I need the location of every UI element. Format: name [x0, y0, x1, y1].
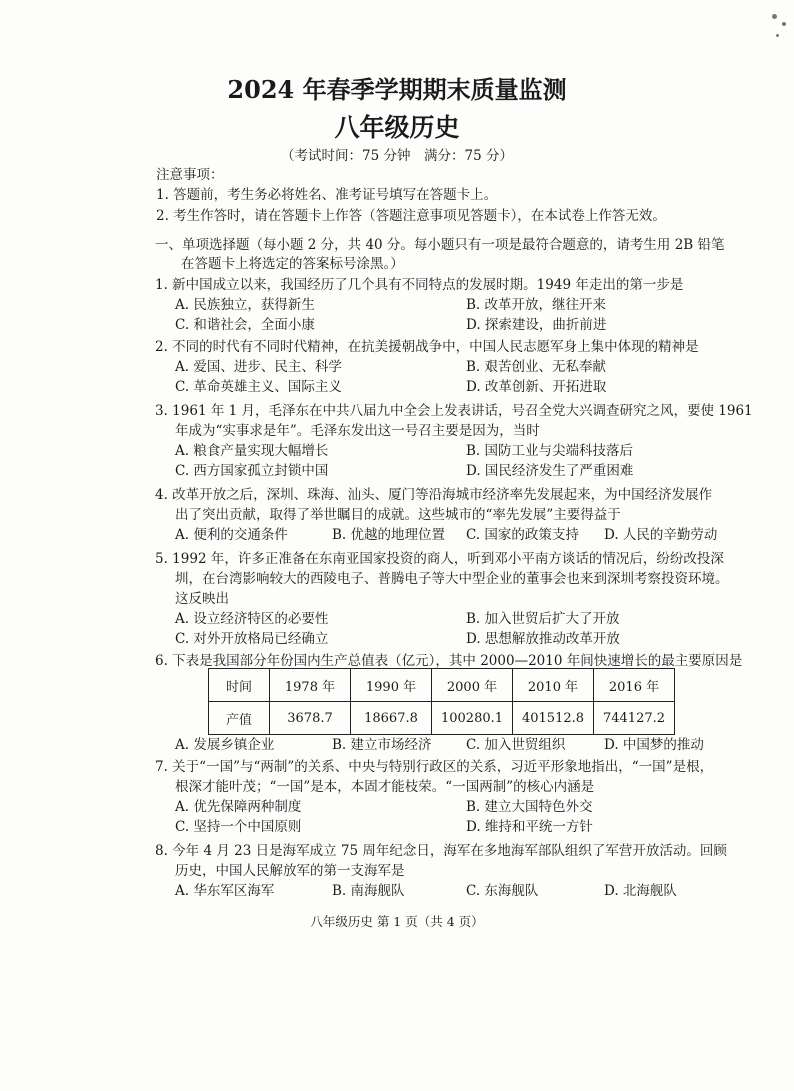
- question-stem: 6. 下表是我国部分年份国内生产总值表（亿元），其中 2000—2010 年间快速增长的最主要原因是: [155, 653, 743, 669]
- option: D. 改革创新、开拓进取: [466, 379, 607, 395]
- note-item: 1. 答题前，考生务必将姓名、准考证号填写在答题卡上。: [156, 187, 498, 203]
- option: D. 国民经济发生了严重困难: [466, 463, 634, 479]
- option: A. 优先保障两种制度: [175, 799, 302, 815]
- table-cell: 401512.8: [513, 702, 594, 735]
- option: C. 加入世贸组织: [466, 737, 566, 753]
- option: C. 和谐社会，全面小康: [175, 317, 315, 333]
- option: D. 人民的辛勤劳动: [604, 527, 718, 543]
- question-stem-cont: 年成为“实事求是年”。毛泽东发出这一号召主要是因为，当时: [175, 423, 540, 439]
- notes-heading: 注意事项：: [156, 167, 224, 183]
- scan-speck: [772, 14, 777, 19]
- option: D. 中国梦的推动: [604, 737, 704, 753]
- question-stem: 4. 改革开放之后，深圳、珠海、汕头、厦门等沿海城市经济率先发展起来，为中国经济发展作: [155, 487, 713, 503]
- table-cell: 产值: [209, 702, 270, 735]
- question-stem-cont: 出了突出贡献，取得了举世瞩目的成就。这些城市的“率先发展”主要得益于: [175, 507, 621, 523]
- option: C. 对外开放格局已经确立: [175, 631, 329, 647]
- table-row: [209, 702, 675, 735]
- section-heading: 一、单项选择题（每小题 2 分，共 40 分。每小题只有一项是最符合题意的，请考生用 2B 铅笔: [155, 237, 725, 253]
- table-cell: 时间: [209, 669, 270, 702]
- question-stem: 8. 今年 4 月 23 日是海军成立 75 周年纪念日，海军在多地海军部队组织了军营开放活动。回顾: [155, 843, 727, 859]
- question-stem: 2. 不同的时代有不同时代精神，在抗美援朝战争中，中国人民志愿军身上集中体现的精神是: [155, 339, 699, 355]
- option: B. 南海舰队: [332, 883, 405, 899]
- option: D. 思想解放推动改革开放: [466, 631, 620, 647]
- option: A. 便利的交通条件: [175, 527, 288, 543]
- question-stem-cont: 根深才能叶茂；“一国”是本，本固才能枝荣。“一国两制”的核心内涵是: [175, 779, 595, 795]
- question-stem: 7. 关于“一国”与“两制”的关系、中央与特别行政区的关系，习近平形象地指出，“一国”是根，: [155, 759, 714, 775]
- option: C. 西方国家孤立封锁中国: [175, 463, 329, 479]
- option: A. 发展乡镇企业: [175, 737, 275, 753]
- table-cell: 100280.1: [432, 702, 513, 735]
- option: B. 艰苦创业、无私奉献: [466, 359, 607, 375]
- option: C. 革命英雄主义、国际主义: [175, 379, 342, 395]
- scan-speck: [776, 34, 779, 37]
- option: A. 爱国、进步、民主、科学: [175, 359, 342, 375]
- option: B. 加入世贸后扩大了开放: [466, 611, 620, 627]
- option: B. 国防工业与尖端科技落后: [466, 443, 634, 459]
- exam-title: 2024 年春季学期期末质量监测: [227, 75, 567, 104]
- option: A. 民族独立，获得新生: [175, 297, 315, 313]
- table-cell: 18667.8: [351, 702, 432, 735]
- option: D. 探索建设，曲折前进: [466, 317, 607, 333]
- option: D. 维持和平统一方针: [466, 819, 593, 835]
- question-stem: 3. 1961 年 1 月，毛泽东在中共八届九中全会上发表讲话，号召全党大兴调查研究之风，要使 1961: [155, 403, 753, 419]
- table-cell: 2000 年: [432, 669, 513, 702]
- option: B. 优越的地理位置: [332, 527, 446, 543]
- option: D. 北海舰队: [604, 883, 677, 899]
- table-cell: 744127.2: [594, 702, 675, 735]
- note-item: 2. 考生作答时，请在答题卡上作答（答题注意事项见答题卡），在本试卷上作答无效。: [156, 208, 666, 224]
- question-stem: 1. 新中国成立以来，我国经历了几个具有不同特点的发展时期。1949 年走出的第一步是: [155, 277, 684, 293]
- table-cell: 1990 年: [351, 669, 432, 702]
- question-stem-cont: 圳，在台湾影响较大的西陵电子、普腾电子等大中型企业的董事会也来到深圳考察投资环境。: [175, 571, 729, 587]
- scan-speck: [782, 22, 786, 26]
- option: A. 设立经济特区的必要性: [175, 611, 329, 627]
- option: B. 改革开放，继往开来: [466, 297, 607, 313]
- exam-info: （考试时间：75 分钟 满分：75 分）: [281, 148, 513, 164]
- exam-subject: 八年级历史: [334, 113, 460, 142]
- table-cell: 1978 年: [270, 669, 351, 702]
- table-cell: 2016 年: [594, 669, 675, 702]
- page-footer: 八年级历史 第 1 页（共 4 页）: [310, 914, 484, 929]
- option: C. 国家的政策支持: [466, 527, 579, 543]
- option: A. 粮食产量实现大幅增长: [175, 443, 329, 459]
- gdp-table: [208, 668, 675, 735]
- section-heading-cont: 在答题卡上将选定的答案标号涂黑。）: [181, 256, 404, 272]
- table-cell: 2010 年: [513, 669, 594, 702]
- question-stem-cont: 历史，中国人民解放军的第一支海军是: [175, 863, 405, 879]
- option: C. 东海舰队: [466, 883, 539, 899]
- option: B. 建立市场经济: [332, 737, 432, 753]
- table-cell: 3678.7: [270, 702, 351, 735]
- question-stem-cont: 这反映出: [175, 591, 229, 607]
- option: C. 坚持一个中国原则: [175, 819, 302, 835]
- option: A. 华东军区海军: [175, 883, 275, 899]
- option: B. 建立大国特色外交: [466, 799, 593, 815]
- question-stem: 5. 1992 年，许多正准备在东南亚国家投资的商人，听到邓小平南方谈话的情况后，纷纷改投深: [155, 551, 724, 567]
- table-header-row: [209, 669, 675, 702]
